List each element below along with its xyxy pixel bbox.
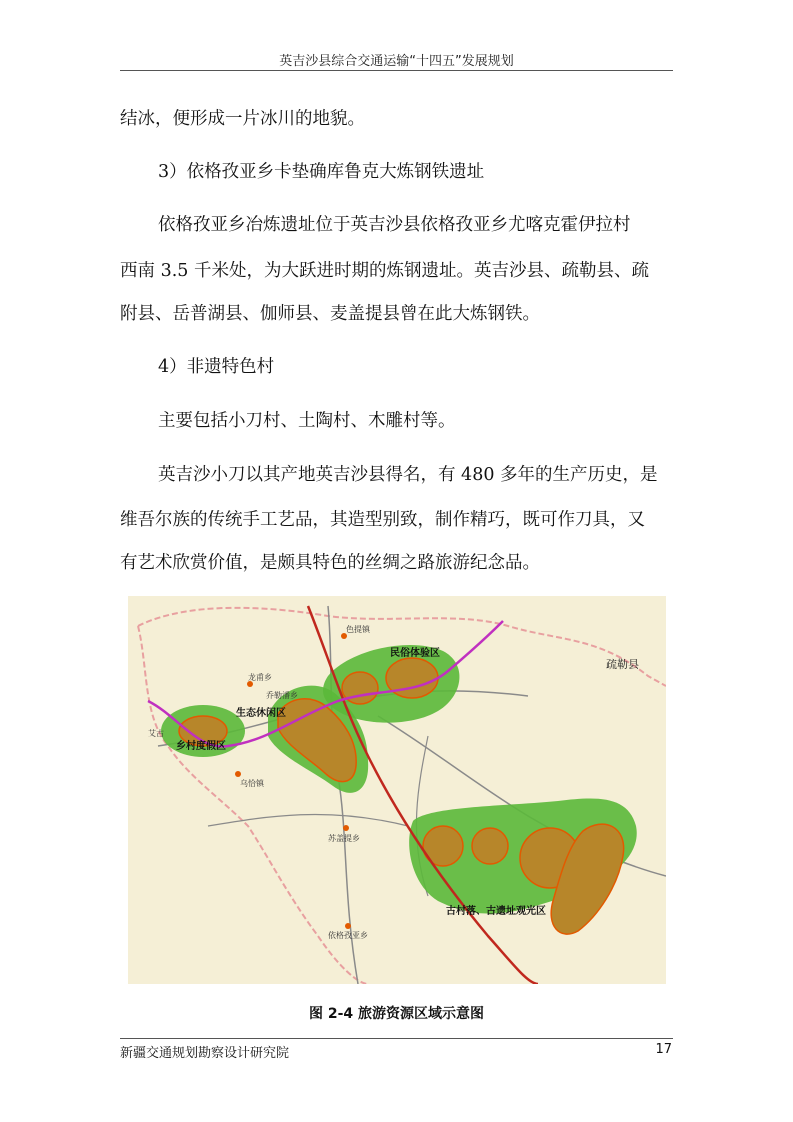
label-sumai: 苏盖提乡 — [328, 834, 360, 843]
page-number: 17 — [655, 1042, 672, 1057]
paragraph-heading-3 — [120, 157, 676, 187]
zone-gucun-core-2 — [472, 828, 508, 864]
p6-line1: 英吉沙小刀以其产地英吉沙县得名，有 480 多年的生产历史，是 — [158, 465, 658, 485]
town-marker-wusha — [235, 771, 241, 777]
heading-4-text: 4）非遗特色村 — [158, 357, 275, 377]
heading-3-text: 3）依格孜亚乡卡垫确库鲁克大炼钢铁遗址 — [158, 162, 485, 182]
paragraph-3-line-3: 附县、岳普湖县、伽师县、麦盖提县曾在此大炼钢铁。 — [120, 304, 540, 324]
p5-text: 主要包括小刀村、土陶村、木雕村等。 — [158, 411, 456, 431]
tourism-zone-map — [128, 596, 666, 984]
paragraph-6-line-3: 有艺术欣赏价值，是颇具特色的丝绸之路旅游纪念品。 — [120, 553, 540, 573]
label-wusha: 乌恰镇 — [240, 779, 264, 788]
footer-rule — [120, 1038, 673, 1039]
header-rule — [120, 70, 673, 71]
label-minsu: 民俗体验区 — [390, 648, 440, 659]
label-sesu: 色提镇 — [346, 625, 370, 634]
map-svg — [128, 596, 666, 984]
p3-line1: 依格孜亚乡冶炼遗址位于英吉沙县依格孜亚乡尤喀克霍伊拉村 — [158, 215, 631, 235]
figure-caption: 图 2-4 旅游资源区域示意图 — [308, 1006, 485, 1022]
label-xiangcun: 乡村度假区 — [176, 741, 226, 752]
town-marker-yigezi — [345, 923, 351, 929]
label-shule: 疏勒县 — [606, 658, 639, 671]
label-qiaolu: 乔勒潘乡 — [266, 691, 298, 700]
page-header: 英吉沙县综合交通运输“十四五”发展规划 — [279, 54, 514, 69]
paragraph-1: 结冰，便形成一片冰川的地貌。 — [120, 109, 365, 129]
label-gucun: 古村落、古遗址观光区 — [446, 906, 546, 917]
town-marker-sumai — [343, 825, 349, 831]
paragraph-6-line-2: 维吾尔族的传统手工艺品，其造型别致，制作精巧，既可作刀具，又 — [120, 510, 645, 530]
paragraph-3-line-2: 西南 3.5 千米处，为大跃进时期的炼钢遗址。英吉沙县、疏勒县、疏 — [120, 261, 649, 281]
paragraph-heading-4 — [120, 352, 676, 382]
footer-organization: 新疆交通规划勘察设计研究院 — [120, 1046, 290, 1061]
paragraph-6-line-1 — [120, 460, 676, 490]
label-aili: 艾古 — [148, 729, 164, 738]
label-shengtai: 生态休闲区 — [236, 708, 286, 719]
label-longfu: 龙甫乡 — [248, 673, 272, 682]
label-yigezi: 依格孜亚乡 — [328, 931, 368, 940]
paragraph-3-line-1 — [120, 210, 676, 240]
paragraph-5 — [120, 406, 676, 436]
